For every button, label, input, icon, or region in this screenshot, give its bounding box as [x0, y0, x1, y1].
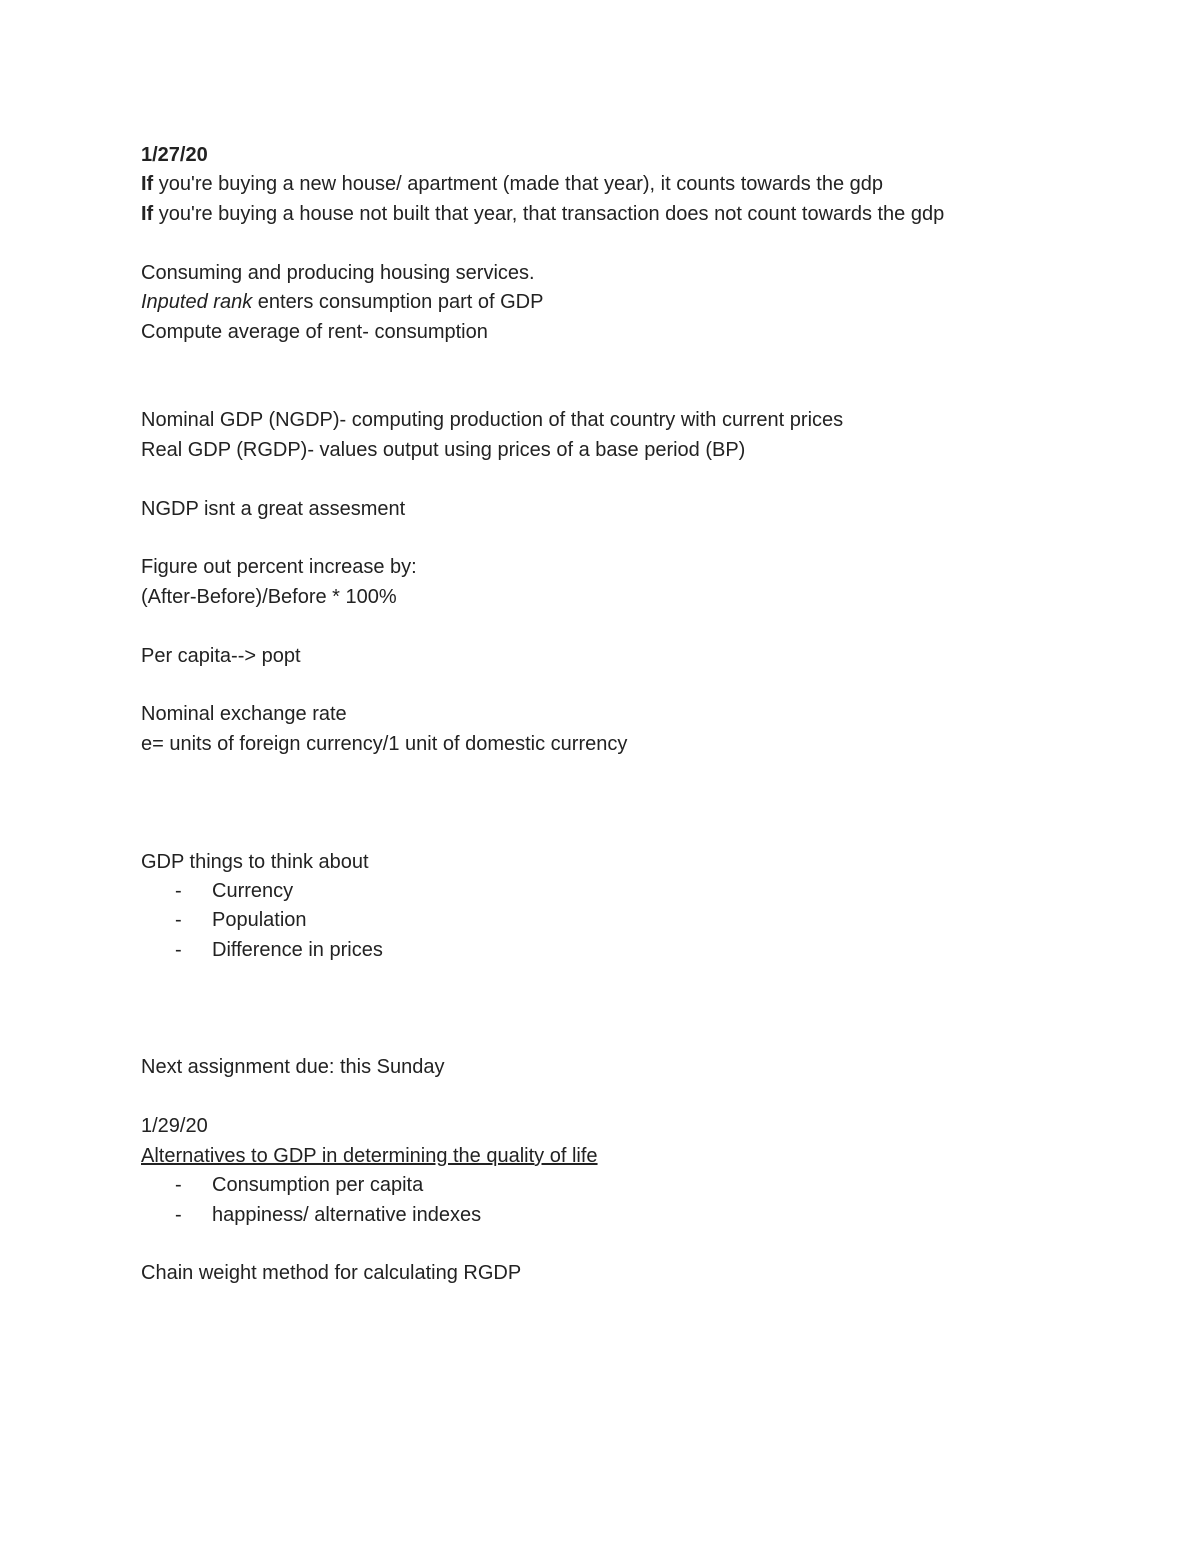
note-line-new-house: [141, 172, 883, 196]
list-item-text: Currency: [212, 880, 294, 902]
list-item: [141, 1203, 741, 1227]
note-line-assignment: Next assignment due: this Sunday: [141, 1056, 445, 1078]
note-lead-if: If: [141, 173, 154, 195]
note-line-percent-increase: Figure out percent increase by:: [141, 556, 417, 578]
list-item: [141, 879, 741, 903]
list-item-text: happiness/ alternative indexes: [212, 1204, 482, 1226]
list-item: [141, 908, 741, 932]
note-text: you're buying a house not built that year, that transaction does not count towards the gdp: [153, 203, 945, 225]
note-line-housing-services: Consuming and producing housing services.: [141, 262, 535, 284]
note-line-formula: (After-Before)/Before * 100%: [141, 586, 397, 608]
bullet-dash: -: [175, 939, 182, 961]
list-item: [141, 1173, 741, 1197]
document-page: [141, 0, 1141, 1553]
note-line-exchange-rate: Nominal exchange rate: [141, 703, 347, 725]
list-item: [141, 938, 741, 962]
gdp-list-heading: GDP things to think about: [141, 851, 369, 873]
note-italic-term: Inputed rank: [141, 291, 253, 313]
note-lead-if: If: [141, 203, 154, 225]
list-item-text: Consumption per capita: [212, 1174, 424, 1196]
note-text: enters consumption part of GDP: [252, 291, 544, 313]
bullet-dash: -: [175, 1204, 182, 1226]
alternatives-heading: Alternatives to GDP in determining the quality of life: [141, 1145, 598, 1167]
date-heading-1: 1/27/20: [141, 144, 208, 166]
list-item-text: Difference in prices: [212, 939, 383, 961]
bullet-dash: -: [175, 880, 182, 902]
list-item-text: Population: [212, 909, 307, 931]
note-line-inputed-rank: [141, 290, 543, 314]
note-line-per-capita: Per capita--> popt: [141, 645, 301, 667]
note-text: you're buying a new house/ apartment (made that year), it counts towards the gdp: [153, 173, 884, 195]
note-line-ngdp-assessment: NGDP isnt a great assesment: [141, 498, 406, 520]
bullet-dash: -: [175, 1174, 182, 1196]
note-line-nominal-gdp: Nominal GDP (NGDP)- computing production of that country with current prices: [141, 409, 844, 431]
bullet-dash: -: [175, 909, 182, 931]
note-line-old-house: [141, 202, 944, 226]
date-heading-2: 1/29/20: [141, 1115, 208, 1137]
note-line-exchange-formula: e= units of foreign currency/1 unit of domestic currency: [141, 733, 628, 755]
note-line-real-gdp: Real GDP (RGDP)- values output using prices of a base period (BP): [141, 439, 746, 461]
note-line-chain-weight: Chain weight method for calculating RGDP: [141, 1262, 522, 1284]
note-line-average-rent: Compute average of rent- consumption: [141, 321, 488, 343]
